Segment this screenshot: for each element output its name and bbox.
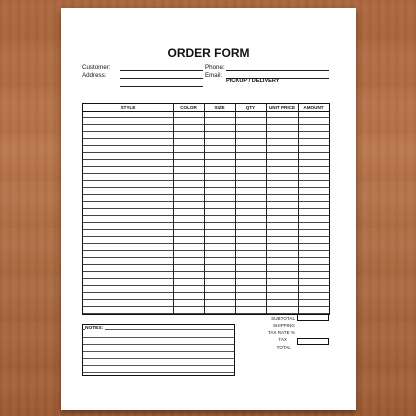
tax-rate-label: TAX RATE %	[267, 330, 295, 335]
customer-field[interactable]	[120, 70, 203, 71]
subtotal-label: SUBTOTAL	[271, 316, 295, 321]
shipping-label: SHIPPING	[273, 323, 295, 328]
address-field-line-2[interactable]	[120, 86, 203, 87]
phone-field[interactable]	[226, 70, 329, 71]
subtotal-cell[interactable]	[297, 315, 329, 321]
column-header-qty: QTY	[245, 104, 256, 110]
pickup-delivery-option[interactable]: PICKUP / DELIVERY	[226, 78, 280, 84]
column-divider	[173, 104, 174, 314]
form-title: ORDER FORM	[167, 46, 250, 60]
column-header-amount: AMOUNT	[303, 104, 324, 110]
column-divider	[266, 104, 267, 314]
column-divider	[235, 104, 236, 314]
column-header-style: STYLE	[120, 104, 136, 110]
column-divider	[298, 104, 299, 314]
table-header	[83, 104, 329, 112]
email-label: Email:	[205, 72, 223, 79]
notes-box[interactable]	[82, 324, 235, 376]
order-items-table	[82, 103, 330, 315]
tax-label: TAX	[278, 337, 287, 342]
total-label: TOTAL	[276, 345, 291, 350]
order-form-sheet	[61, 8, 356, 410]
notes-label: NOTES:	[85, 325, 104, 331]
address-label: Address:	[82, 72, 107, 79]
phone-label: Phone:	[205, 64, 225, 71]
column-divider	[204, 104, 205, 314]
column-header-color: COLOR	[180, 104, 197, 110]
column-header-unit-price: UNIT PRICE	[268, 104, 296, 110]
column-header-size: SIZE	[214, 104, 225, 110]
total-field[interactable]	[297, 338, 329, 345]
address-field[interactable]	[120, 78, 203, 79]
customer-label: Customer:	[82, 64, 111, 71]
